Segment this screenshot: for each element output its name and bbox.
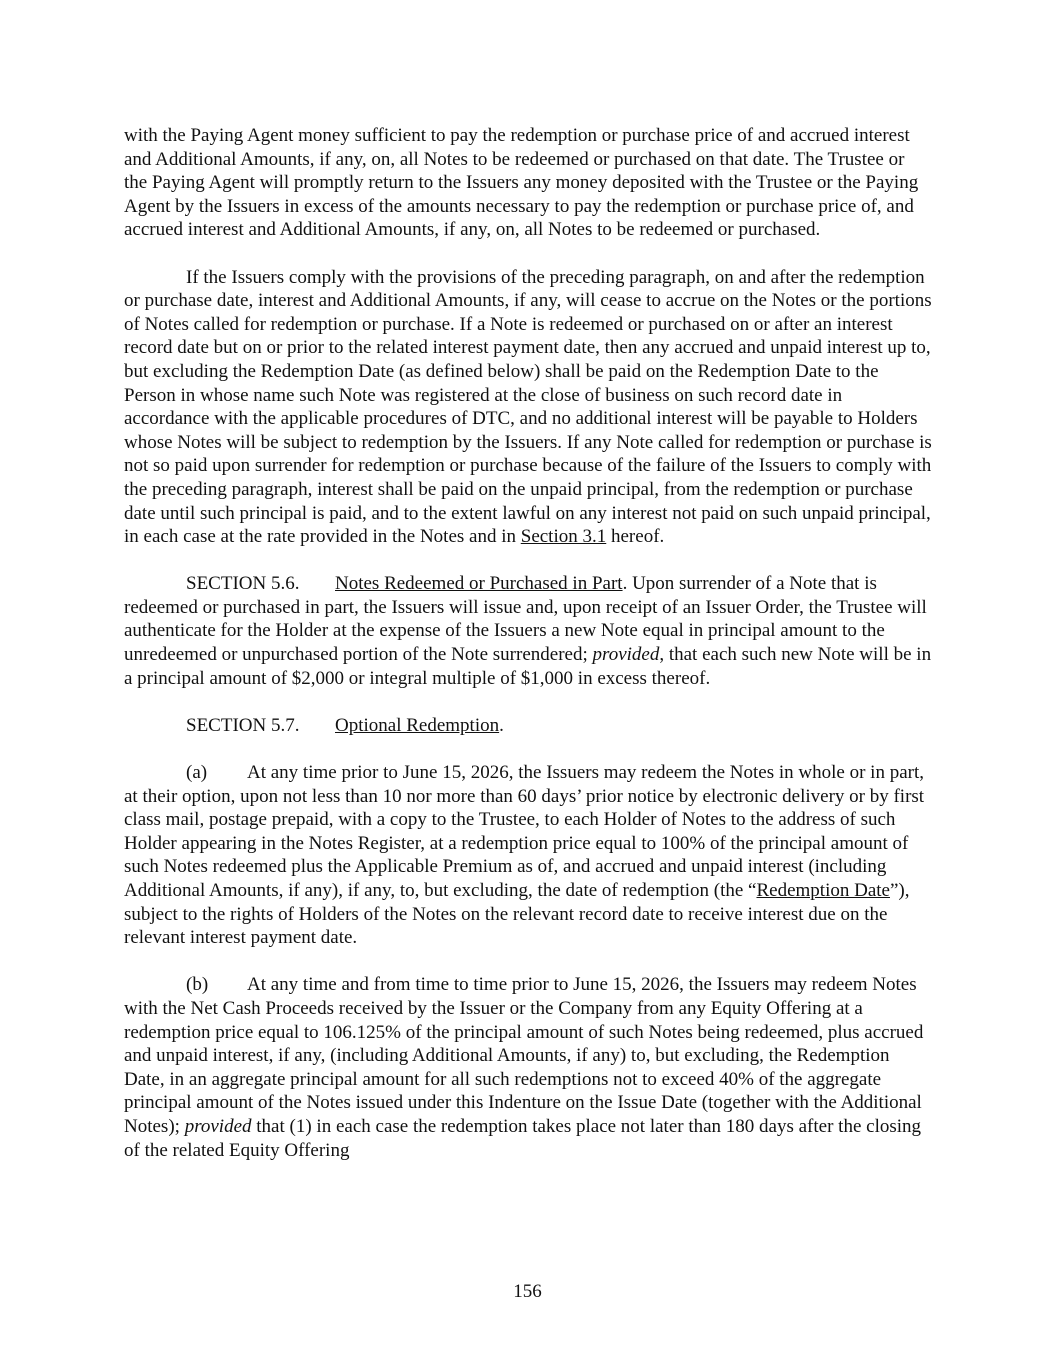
section-body: , that each such new Note will be in a principal amount of $2,000 or integral multiple of $1,000 in excess thereof. xyxy=(124,644,932,689)
section-heading-period: . xyxy=(499,714,504,736)
paragraph-text: If the Issuers comply with the provisions of the preceding paragraph, on and after the redemption or purchase date, interest and Additional Amounts, if any, will cease to accrue on the Notes or the portions of Notes called for redemption or purchase. If a Note is redeemed or purchased on or after an interest record date but on or prior to the related interest payment date, then any accrued and unpaid interest up to, but excluding the Redemption Date (as defined below) shall be paid on the Redemption Date to the Person in whose name such Note was registered at the close of business on such record date in accordance with the applicable procedures of DTC, and no additional interest will be payable to Holders whose Notes will be subject to redemption by the Issuers. If any Note called for redemption or purchase is not so paid upon surrender for redemption or purchase because of the failure of the Issuers to comply with the preceding paragraph, interest shall be paid on the unpaid principal, from the redemption or purchase date until such principal is paid, and to the extent lawful on any interest not paid on such unpaid principal, in each case at the rate provided in the Notes and in xyxy=(124,266,932,548)
clause-body: At any time prior to June 15, 2026, the Issuers may redeem the Notes in whole or in part, at their option, upon not less than 10 nor more than 60 days’ prior notice by electronic delivery or by first class mail, postage prepaid, with a copy to the Trustee, to each Holder of Notes to the address of such Holder appearing in the Notes Register, at a redemption price equal to 100% of the principal amount of such Notes redeemed plus the Applicable Premium as of, and accrued and unpaid interest (including Additional Amounts, if any), if any, to, but excluding, the date of redemption (the “ xyxy=(124,762,925,901)
body-text xyxy=(124,124,932,1186)
clause-body: that (1) in each case the redemption takes place not later than 180 days after the closing of the related Equity Offering xyxy=(124,1115,922,1161)
paragraph-text: hereof. xyxy=(606,526,665,548)
section-3-1-reference: Section 3.1 xyxy=(520,526,607,548)
italic-term: provided xyxy=(592,644,660,666)
clause-label: (a) xyxy=(186,762,208,784)
defined-term: Redemption Date xyxy=(756,880,890,901)
section-heading: Optional Redemption xyxy=(335,714,500,736)
page-number: 156 xyxy=(513,1281,542,1302)
section-number: SECTION 5.6. xyxy=(186,573,300,595)
clause-label: (b) xyxy=(186,974,209,996)
italic-term: provided xyxy=(184,1115,252,1137)
paragraph-interest-cessation xyxy=(124,266,932,549)
section-5-6 xyxy=(124,572,932,690)
section-number: SECTION 5.7. xyxy=(186,714,300,736)
clause-b xyxy=(124,973,932,1162)
clause-a xyxy=(124,761,932,950)
clause-body: At any time and from time to time prior to June 15, 2026, the Issuers may redeem Notes with the Net Cash Proceeds received by the Issuer or the Company from any Equity Offering at a redemption price equal to 106.125% of the principal amount of such Notes being redeemed, plus accrued and unpaid interest, if any, (including Additional Amounts, if any) to, but excluding, the Redemption Date, in an aggregate principal amount for all such redemptions not to exceed 40% of the aggregate principal amount of the Notes issued under this Indenture on the Issue Date (together with the Additional Notes); xyxy=(124,974,924,1137)
paragraph-text: with the Paying Agent money sufficient to pay the redemption or purchase price of and accrued interest and Additional Amounts, if any, on, all Notes to be redeemed or purchased on that date. The Trustee or the Paying Agent will promptly return to the Issuers any money deposited with the Trustee or the Paying Agent by the Issuers in excess of the amounts necessary to pay the redemption or purchase price of, and accrued interest and Additional Amounts, if any, on, all Notes to be redeemed or purchased. xyxy=(124,125,919,241)
clause-body: ”), subject to the rights of Holders of the Notes on the relevant record date to receive interest due on the relevant interest payment date. xyxy=(124,880,910,949)
paragraph-continued xyxy=(124,124,932,242)
section-body: . Upon surrender of a Note that is redeemed or purchased in part, the Issuers will issue and, upon receipt of an Issuer Order, the Trustee will authenticate for the Holder at the expense of the Issuers a new Note equal in principal amount to the unredeemed or unpurchased portion of the Note surrendered; xyxy=(124,573,927,666)
section-5-7 xyxy=(124,714,932,738)
section-heading: Notes Redeemed or Purchased in Part xyxy=(335,573,623,595)
